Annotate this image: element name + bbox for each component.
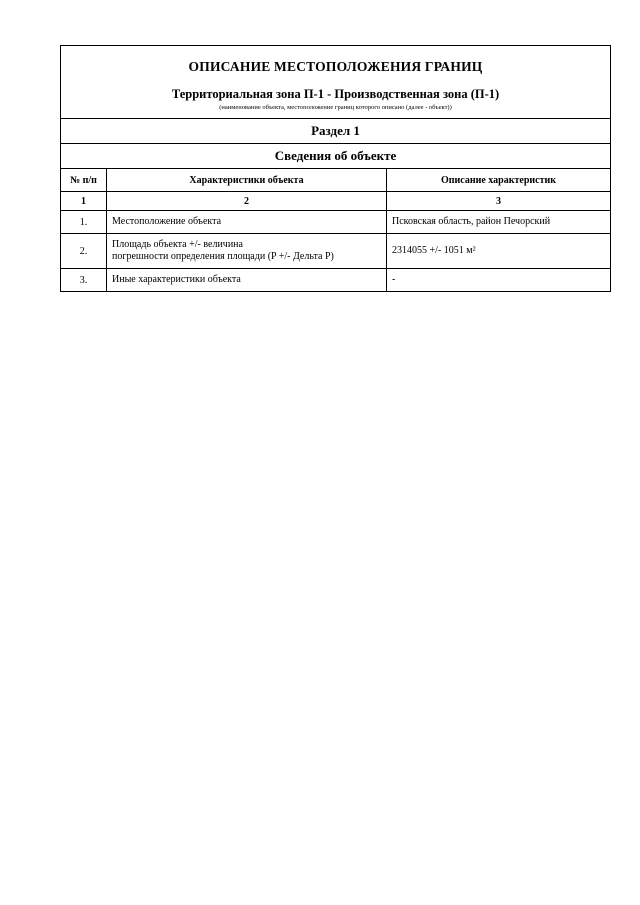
section-title: Раздел 1	[61, 119, 611, 144]
boundary-description-table	[60, 45, 611, 292]
zone-title: Территориальная зона П-1 - Производственная зона (П-1)	[171, 86, 500, 101]
row-number: 1.	[61, 211, 107, 234]
header-characteristic: Характеристики объекта	[107, 169, 387, 192]
zone-note: (наименование объекта, местоположение границ которого описано (далее - объект))	[219, 103, 452, 111]
table-row	[61, 234, 611, 269]
row-characteristic: Местоположение объекта	[107, 211, 387, 234]
row-description: -	[387, 269, 611, 292]
row-characteristic: Иные характеристики объекта	[107, 269, 387, 292]
row-characteristic-line: погрешности определения площади (P +/- Дельта P)	[112, 251, 334, 262]
table-header-row	[61, 169, 611, 192]
header-number: № п/п	[61, 169, 107, 192]
row-characteristic	[107, 234, 387, 269]
title-block	[61, 46, 611, 119]
column-number: 1	[61, 192, 107, 211]
column-number: 3	[387, 192, 611, 211]
document-title: ОПИСАНИЕ МЕСТОПОЛОЖЕНИЯ ГРАНИЦ	[188, 58, 483, 74]
row-description: 2314055 +/- 1051 м²	[387, 234, 611, 269]
row-characteristic-line: Площадь объекта +/- величина	[112, 239, 243, 250]
row-number: 2.	[61, 234, 107, 269]
row-description: Псковская область, район Печорский	[387, 211, 611, 234]
table-row	[61, 211, 611, 234]
row-number: 3.	[61, 269, 107, 292]
info-title: Сведения об объекте	[61, 144, 611, 169]
table-row	[61, 269, 611, 292]
column-number-row	[61, 192, 611, 211]
column-number: 2	[107, 192, 387, 211]
header-description: Описание характеристик	[387, 169, 611, 192]
